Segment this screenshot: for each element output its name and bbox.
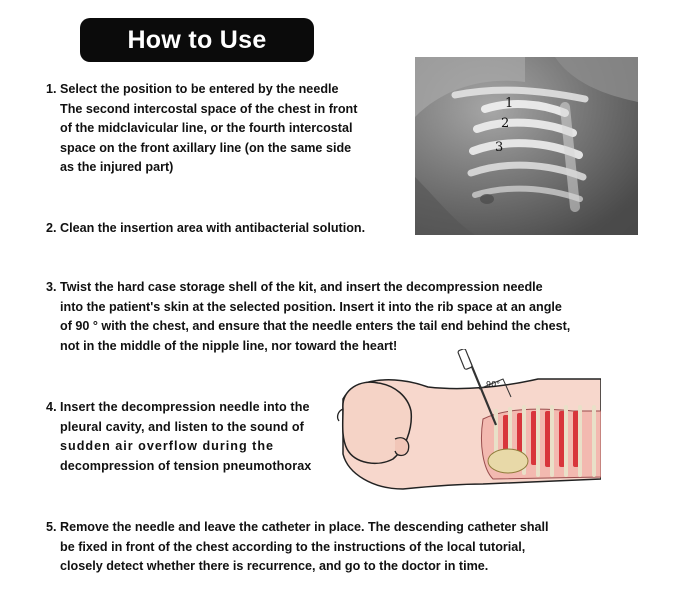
step-text-line: sudden air overflow during the	[60, 439, 275, 453]
step-text-line: of 90 ° with the chest, and ensure that the needle enters the tail end behind the chest,	[60, 319, 571, 333]
step-text-line: pleural cavity, and listen to the sound of	[60, 419, 304, 434]
chest-photo	[415, 57, 638, 235]
step-number: 2.	[46, 221, 57, 235]
step-1	[46, 80, 357, 178]
step-text-line: closely detect whether there is recurrence, and go to the doctor in time.	[60, 559, 489, 573]
rib-label: 2	[501, 116, 510, 131]
step-number: 5.	[46, 520, 57, 534]
step-text-line: as the injured part)	[60, 160, 174, 174]
step-5	[46, 518, 549, 577]
rib-label: 3	[495, 140, 504, 155]
step-number: 3.	[46, 280, 57, 294]
step-text-line: of the midclavicular line, or the fourth intercostal	[60, 121, 353, 135]
step-text-line: not in the middle of the nipple line, nor toward the heart!	[60, 338, 398, 353]
step-number: 1.	[46, 82, 57, 96]
step-2	[46, 219, 365, 239]
rib-label: 1	[505, 96, 514, 111]
angle-label: 90°	[486, 380, 501, 389]
step-text-line: Insert the decompression needle into the	[60, 400, 310, 414]
page-title: How to Use	[80, 18, 314, 62]
step-text-line: The second intercostal space of the chest in front	[60, 101, 358, 116]
step-text-line: decompression of tension pneumothorax	[60, 458, 312, 473]
step-text-line: Select the position to be entered by the needle	[60, 82, 339, 96]
step-text-line: be fixed in front of the chest according to the instructions of the local tutorial,	[60, 539, 526, 554]
step-text-line: Twist the hard case storage shell of the kit, and insert the decompression needle	[60, 280, 543, 294]
step-3	[46, 278, 570, 356]
step-text-line: Remove the needle and leave the catheter in place. The descending catheter shall	[60, 520, 549, 534]
step-text-line: into the patient's skin at the selected position. Insert it into the rib space at an angle	[60, 299, 562, 314]
step-text-line: Clean the insertion area with antibacterial solution.	[60, 221, 366, 235]
step-number: 4.	[46, 400, 57, 414]
step-4	[46, 398, 311, 476]
needle-decompression-illustration	[333, 349, 601, 491]
step-text-line: space on the front axillary line (on the same side	[60, 140, 352, 155]
